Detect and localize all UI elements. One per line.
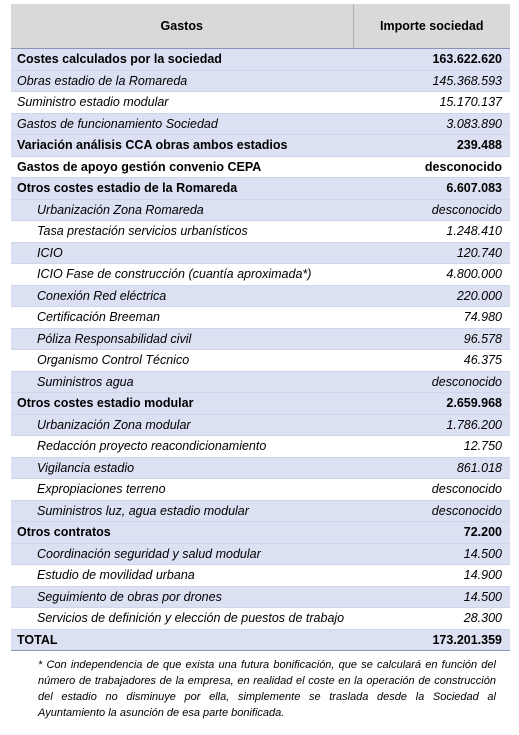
table-row [11,522,510,544]
table-header-row [11,4,510,49]
row-value: 14.500 [353,586,510,608]
row-value: desconocido [353,371,510,393]
table-row [11,586,510,608]
row-label: Suministros luz, agua estadio modular [11,500,353,522]
row-value: 96.578 [353,328,510,350]
row-value: 74.980 [353,307,510,329]
table-body [11,49,510,630]
table-row [11,92,510,114]
row-value: 239.488 [353,135,510,157]
table-row [11,543,510,565]
row-label: Servicios de definición y elección de puestos de trabajo [11,608,353,630]
table-row [11,221,510,243]
total-label: TOTAL [11,629,353,651]
row-value: 861.018 [353,457,510,479]
table-row [11,393,510,415]
row-label: Urbanización Zona Romareda [11,199,353,221]
row-value: 14.500 [353,543,510,565]
table-row [11,264,510,286]
expenses-table [11,4,510,651]
row-label: Costes calculados por la sociedad [11,49,353,71]
table-row [11,285,510,307]
table-row [11,113,510,135]
row-label: Suministro estadio modular [11,92,353,114]
table-row [11,414,510,436]
table-row [11,500,510,522]
row-label: Estudio de movilidad urbana [11,565,353,587]
row-label: ICIO [11,242,353,264]
row-label: Expropiaciones terreno [11,479,353,501]
total-value: 173.201.359 [353,629,510,651]
row-value: 46.375 [353,350,510,372]
table-row [11,328,510,350]
table-row [11,436,510,458]
row-value: 145.368.593 [353,70,510,92]
row-value: desconocido [353,500,510,522]
table-row [11,479,510,501]
table-row [11,242,510,264]
row-label: Variación análisis CCA obras ambos estadios [11,135,353,157]
table-row [11,156,510,178]
row-value: 1.786.200 [353,414,510,436]
row-label: Otros costes estadio de la Romareda [11,178,353,200]
row-label: Conexión Red eléctrica [11,285,353,307]
row-value: 3.083.890 [353,113,510,135]
table-row [11,608,510,630]
row-value: 15.170.137 [353,92,510,114]
table-row [11,371,510,393]
row-value: 120.740 [353,242,510,264]
table-row [11,70,510,92]
row-label: Otros contratos [11,522,353,544]
table-row [11,178,510,200]
row-value: 12.750 [353,436,510,458]
row-label: Suministros agua [11,371,353,393]
table-row [11,307,510,329]
row-value: 2.659.968 [353,393,510,415]
table-row [11,49,510,71]
row-label: Póliza Responsabilidad civil [11,328,353,350]
row-label: Vigilancia estadio [11,457,353,479]
row-label: Gastos de apoyo gestión convenio CEPA [11,156,353,178]
row-value: 4.800.000 [353,264,510,286]
row-value: 28.300 [353,608,510,630]
total-row [11,629,510,651]
row-label: Seguimiento de obras por drones [11,586,353,608]
row-value: 220.000 [353,285,510,307]
row-value: desconocido [353,156,510,178]
table-row [11,457,510,479]
header-gastos: Gastos [11,4,353,49]
header-importe-sociedad: Importe sociedad [353,4,510,49]
row-value: 14.900 [353,565,510,587]
row-label: Urbanización Zona modular [11,414,353,436]
table-row [11,350,510,372]
row-value: 72.200 [353,522,510,544]
row-value: 163.622.620 [353,49,510,71]
row-label: Gastos de funcionamiento Sociedad [11,113,353,135]
row-label: ICIO Fase de construcción (cuantía aproximada*) [11,264,353,286]
table-row [11,565,510,587]
row-value: desconocido [353,199,510,221]
row-label: Redacción proyecto reacondicionamiento [11,436,353,458]
row-label: Organismo Control Técnico [11,350,353,372]
row-value: 6.607.083 [353,178,510,200]
table-row [11,135,510,157]
row-label: Certificación Breeman [11,307,353,329]
row-value: 1.248.410 [353,221,510,243]
table-row [11,199,510,221]
row-label: Tasa prestación servicios urbanísticos [11,221,353,243]
row-value: desconocido [353,479,510,501]
footnote: * Con independencia de que exista una futura bonificación, que se calculará en función del número de trabajadores de la empresa, en realidad el coste en la operación de construcción del estadio no disminuye por ella, simplemente se traslada desde la Sociedad al Ayuntamiento la asunción de esa parte bonificada. [38,659,496,719]
row-label: Otros costes estadio modular [11,393,353,415]
row-label: Obras estadio de la Romareda [11,70,353,92]
row-label: Coordinación seguridad y salud modular [11,543,353,565]
